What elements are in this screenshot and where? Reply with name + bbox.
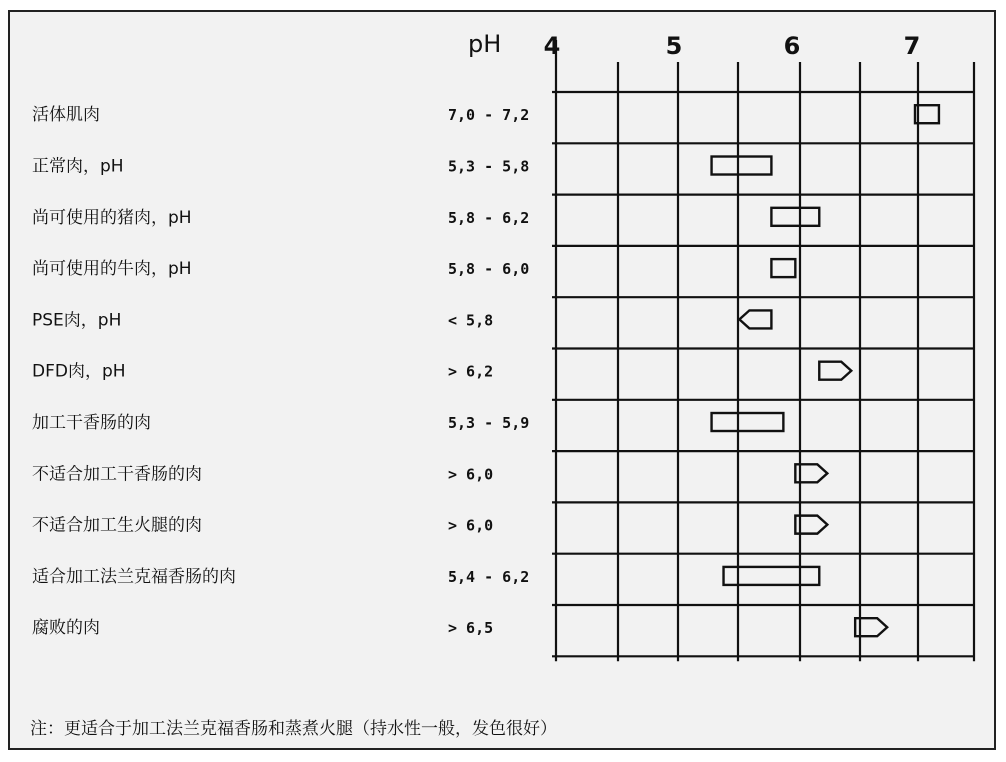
row-label: 活体肌肉: [32, 105, 100, 126]
row-label: 不适合加工干香肠的肉: [32, 464, 202, 485]
greater-than-marker: [819, 362, 851, 380]
row-range-label: > 6,2: [448, 362, 494, 381]
chart-note: 注：更适合于加工法兰克福香肠和蒸煮火腿（持水性一般，发色很好）: [30, 719, 557, 739]
row-range-label: > 6,0: [448, 516, 494, 535]
range-bar: [771, 208, 819, 226]
tick-label: 4: [543, 32, 561, 60]
row-range-label: 5,3 - 5,9: [448, 414, 530, 433]
row-range-label: 7,0 - 7,2: [448, 106, 530, 125]
tick-label: 5: [665, 32, 683, 60]
row-range-label: 5,3 - 5,8: [448, 157, 530, 176]
range-bar: [712, 157, 772, 175]
row-range-label: 5,4 - 6,2: [448, 567, 530, 586]
row-label: 腐败的肉: [32, 618, 100, 639]
less-than-marker: [739, 310, 771, 328]
row-label: 适合加工法兰克福香肠的肉: [32, 566, 236, 587]
row-label: PSE肉，pH: [32, 310, 122, 331]
row-label: DFD肉，pH: [32, 361, 126, 382]
row-label: 正常肉，pH: [32, 156, 124, 177]
row-label: 尚可使用的牛肉，pH: [32, 259, 192, 280]
row-range-label: 5,8 - 6,0: [448, 260, 530, 279]
x-axis-ticks: [544, 32, 921, 60]
axis-title: pH: [468, 30, 502, 58]
row-label: 不适合加工生火腿的肉: [32, 515, 202, 536]
chart-rows: [32, 105, 939, 638]
tick-label: 6: [783, 32, 801, 60]
row-label: 加工干香肠的肉: [32, 413, 151, 434]
row-range-label: < 5,8: [448, 311, 494, 330]
row-range-label: > 6,5: [448, 619, 494, 638]
row-range-label: > 6,0: [448, 465, 494, 484]
range-bar: [771, 259, 795, 277]
row-range-label: 5,8 - 6,2: [448, 208, 530, 227]
range-bar: [712, 413, 784, 431]
row-label: 尚可使用的猪肉，pH: [32, 207, 192, 228]
tick-label: 7: [903, 32, 921, 60]
